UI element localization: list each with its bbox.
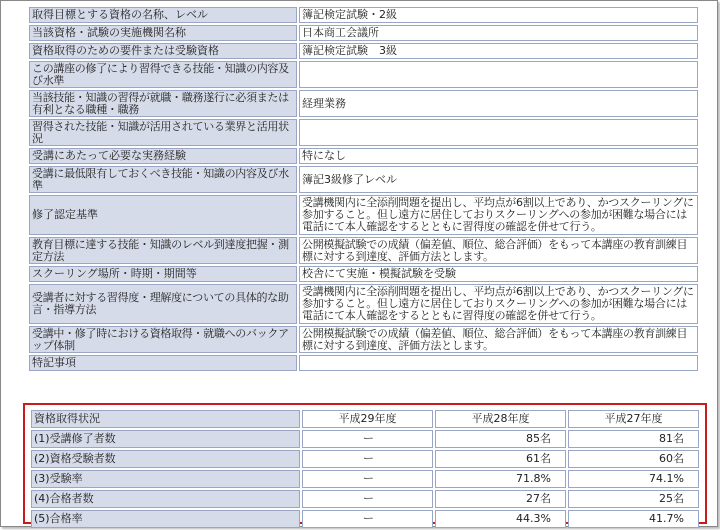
info-label: 特記事項: [29, 355, 297, 371]
info-row: [29, 284, 698, 324]
info-row: [29, 119, 698, 146]
info-label: この講座の修了により習得できる技能・知識の内容及び水準: [29, 61, 297, 88]
info-row: [29, 237, 698, 264]
info-label: スクーリング場所・時期・期間等: [29, 266, 297, 282]
info-label: 取得目標とする資格の名称、レベル: [29, 7, 297, 23]
info-value: 校舎にて実施・模擬試験を受験: [299, 266, 698, 282]
info-row: [29, 266, 698, 282]
info-value: 受講機関内に全添削問題を提出し、平均点が6割以上であり、かつスクーリングに参加すること。但し遠方に居住しておりスクーリングへの参加が困難な場合には電話にて本人確認をするとともに習得度の確認を併せて行う。: [299, 284, 698, 324]
stats-row: [31, 470, 699, 488]
info-label: 受講者に対する習得度・理解度についての具体的な助言・指導方法: [29, 284, 297, 324]
stats-row: [31, 430, 699, 448]
info-value: [299, 119, 698, 146]
info-row: [29, 25, 698, 41]
stats-cell: ー: [302, 490, 433, 508]
info-value: 特になし: [299, 148, 698, 164]
stats-cell: 74.1%: [568, 470, 699, 488]
info-value: 簿記3級修了レベル: [299, 166, 698, 193]
stats-row: [31, 450, 699, 468]
info-row: [29, 90, 698, 117]
info-label: 資格取得のための要件または受験資格: [29, 43, 297, 59]
stats-cell: 71.8%: [435, 470, 566, 488]
stats-cell: ー: [302, 430, 433, 448]
stats-cell: 44.3%: [435, 510, 566, 528]
stats-row-label: (1)受講修了者数: [31, 430, 300, 448]
year-header: 平成29年度: [302, 410, 433, 428]
stats-header-row: [31, 410, 699, 428]
year-header: 平成28年度: [435, 410, 566, 428]
stats-cell: ー: [302, 450, 433, 468]
stats-row: [31, 510, 699, 528]
stats-header-label: 資格取得状況: [31, 410, 300, 428]
stats-row-label: (3)受験率: [31, 470, 300, 488]
stats-cell: 81名: [568, 430, 699, 448]
info-label: 習得された技能・知識が活用されている業界と活用状況: [29, 119, 297, 146]
year-header: 平成27年度: [568, 410, 699, 428]
info-label: 当該技能・知識の習得が就職・職務遂行に必須または有利となる職種・職務: [29, 90, 297, 117]
stats-cell: ー: [302, 510, 433, 528]
info-row: [29, 355, 698, 371]
stats-cell: 85名: [435, 430, 566, 448]
stats-cell: 25名: [568, 490, 699, 508]
info-row: [29, 7, 698, 23]
stats-cell: ー: [302, 470, 433, 488]
info-row: [29, 166, 698, 193]
info-label: 教育目標に達する技能・知識のレベル到達度把握・測定方法: [29, 237, 297, 264]
stats-cell: 60名: [568, 450, 699, 468]
info-value: 日本商工会議所: [299, 25, 698, 41]
info-label: 受講にあたって必要な実務経験: [29, 148, 297, 164]
stats-row: [31, 490, 699, 508]
stats-row-label: (4)合格者数: [31, 490, 300, 508]
info-row: [29, 148, 698, 164]
info-label: 修了認定基準: [29, 195, 297, 235]
stats-cell: 61名: [435, 450, 566, 468]
info-value: [299, 355, 698, 371]
info-label: 当該資格・試験の実施機関名称: [29, 25, 297, 41]
info-label: 受講に最低限有しておくべき技能・知識の内容及び水準: [29, 166, 297, 193]
info-value: 簿記検定試験・2級: [299, 7, 698, 23]
info-label: 受講中・修了時における資格取得・就職へのバックアップ体制: [29, 326, 297, 353]
stats-cell: 41.7%: [568, 510, 699, 528]
info-value: 経理業務: [299, 90, 698, 117]
info-row: [29, 326, 698, 353]
stats-row-label: (2)資格受験者数: [31, 450, 300, 468]
info-value: 受講機関内に全添削問題を提出し、平均点が6割以上であり、かつスクーリングに参加すること。但し遠方に居住しておりスクーリングへの参加が困難な場合には電話にて本人確認をするとともに習得度の確認を併せて行う。: [299, 195, 698, 235]
info-value: 公開模擬試験での成績（偏差値、順位、総合評価）をもって本講座の教育訓練目標に対する到達度、評価方法とします。: [299, 326, 698, 353]
info-row: [29, 43, 698, 59]
info-value: [299, 61, 698, 88]
qualification-stats-highlight: [23, 403, 707, 524]
info-row: [29, 195, 698, 235]
stats-row-label: (5)合格率: [31, 510, 300, 528]
stats-cell: 27名: [435, 490, 566, 508]
course-info-table: [27, 5, 700, 373]
info-value: 簿記検定試験 3級: [299, 43, 698, 59]
info-value: 公開模擬試験での成績（偏差値、順位、総合評価）をもって本講座の教育訓練目標に対する到達度、評価方法とします。: [299, 237, 698, 264]
qualification-stats-table: [29, 408, 701, 530]
info-row: [29, 61, 698, 88]
